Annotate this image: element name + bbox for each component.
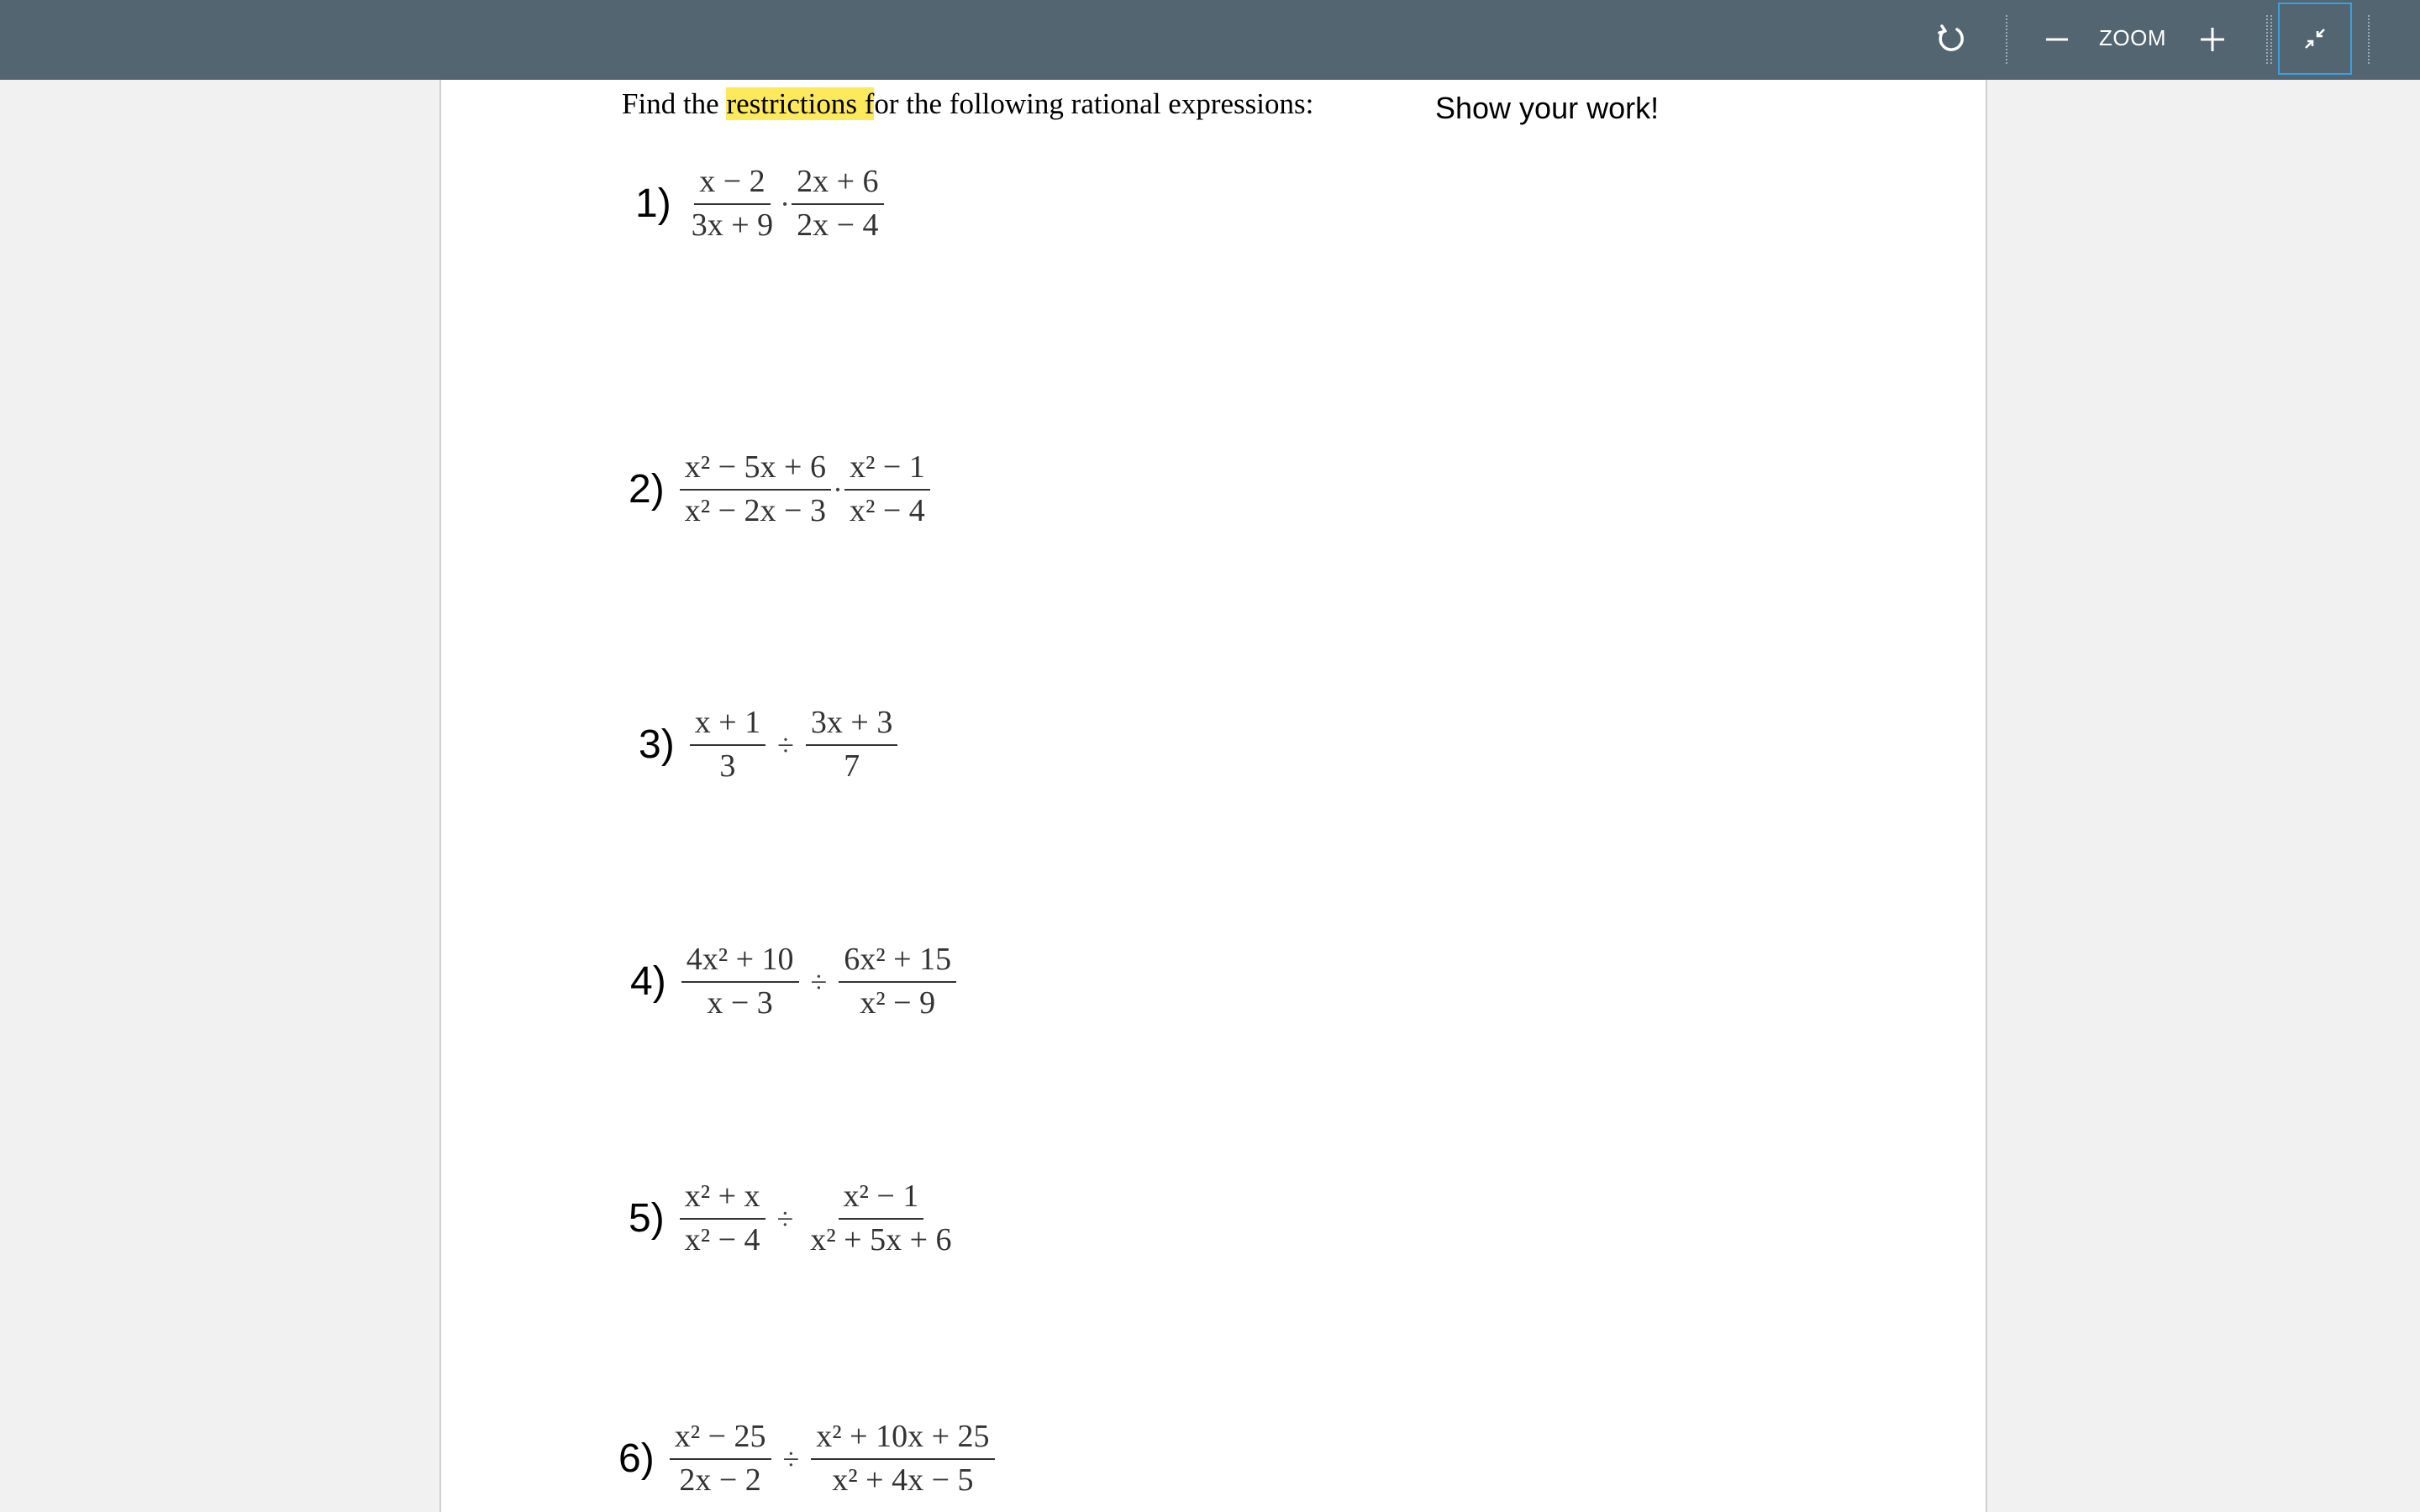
denominator: 2x − 4: [797, 207, 879, 243]
problem-1: [635, 165, 884, 244]
operator: ÷: [776, 1201, 794, 1236]
rotate-icon: [1934, 22, 1968, 55]
denominator: 7: [844, 748, 860, 784]
fraction: [844, 450, 930, 529]
problem-number: 5): [629, 1196, 665, 1242]
fraction: [839, 942, 956, 1021]
denominator: 3: [719, 748, 736, 784]
zoom-in-button[interactable]: [2193, 20, 2232, 59]
fraction: [680, 450, 831, 529]
problem-3: [639, 706, 897, 785]
worksheet-heading: [622, 87, 1313, 121]
operator: ·: [832, 472, 843, 507]
fraction: [681, 942, 799, 1021]
denominator: 2x − 2: [679, 1462, 761, 1498]
operator: ÷: [810, 964, 828, 999]
highlighted-text: restrictions f: [726, 87, 875, 120]
denominator: x² + 5x + 6: [810, 1221, 952, 1257]
fraction: [680, 1179, 765, 1258]
operator: ·: [780, 186, 791, 221]
fraction: [805, 1179, 956, 1258]
fraction: [792, 165, 883, 244]
show-work-note: Show your work!: [1435, 91, 1660, 125]
numerator: x² − 25: [670, 1420, 771, 1460]
numerator: x² + 10x + 25: [811, 1420, 994, 1460]
fraction: [811, 1420, 994, 1499]
fraction: [806, 706, 897, 785]
fraction: [690, 706, 765, 785]
operator: ÷: [782, 1441, 800, 1476]
problem-5: [629, 1179, 957, 1258]
numerator: x² − 1: [839, 1179, 924, 1220]
toolbar-divider: [2266, 15, 2268, 64]
document-page: [439, 80, 1987, 1512]
heading-text: Find the: [622, 87, 727, 120]
denominator: x² − 4: [849, 492, 925, 528]
toolbar-divider: [2270, 15, 2272, 64]
denominator: x² − 4: [684, 1221, 760, 1257]
exit-fullscreen-button[interactable]: [2278, 3, 2352, 75]
numerator: 4x² + 10: [681, 942, 799, 983]
toolbar-divider: [2006, 15, 2007, 64]
numerator: 6x² + 15: [839, 942, 956, 983]
problem-6: [618, 1420, 995, 1499]
zoom-out-button[interactable]: [2039, 20, 2075, 59]
viewer-toolbar: [0, 0, 2420, 80]
numerator: x² − 5x + 6: [680, 450, 831, 491]
denominator: x − 3: [707, 984, 773, 1021]
numerator: 3x + 3: [806, 706, 897, 746]
operator: ÷: [777, 727, 794, 762]
collapse-arrows-icon: [2298, 22, 2332, 55]
problem-number: 1): [635, 181, 671, 227]
numerator: x − 2: [694, 165, 770, 205]
numerator: x² + x: [680, 1179, 765, 1220]
numerator: 2x + 6: [792, 165, 883, 205]
fraction: [687, 165, 778, 244]
denominator: x² − 2x − 3: [684, 492, 826, 528]
problem-number: 3): [639, 722, 675, 768]
zoom-label: ZOOM: [2099, 25, 2166, 50]
numerator: x + 1: [690, 706, 765, 746]
problem-4: [630, 942, 956, 1021]
denominator: x² − 9: [860, 984, 936, 1021]
toolbar-divider: [2368, 15, 2370, 64]
problem-number: 2): [629, 467, 665, 512]
fraction: [670, 1420, 771, 1499]
numerator: x² − 1: [844, 450, 930, 491]
denominator: x² + 4x − 5: [832, 1462, 974, 1498]
denominator: 3x + 9: [691, 207, 774, 243]
plus-icon: [2198, 25, 2227, 54]
problem-2: [629, 450, 930, 529]
problem-number: 4): [630, 959, 666, 1005]
rotate-button[interactable]: [1929, 17, 1973, 60]
minus-icon: [2044, 26, 2070, 53]
heading-text: or the following rational expressions:: [874, 87, 1314, 120]
problem-number: 6): [618, 1436, 655, 1482]
